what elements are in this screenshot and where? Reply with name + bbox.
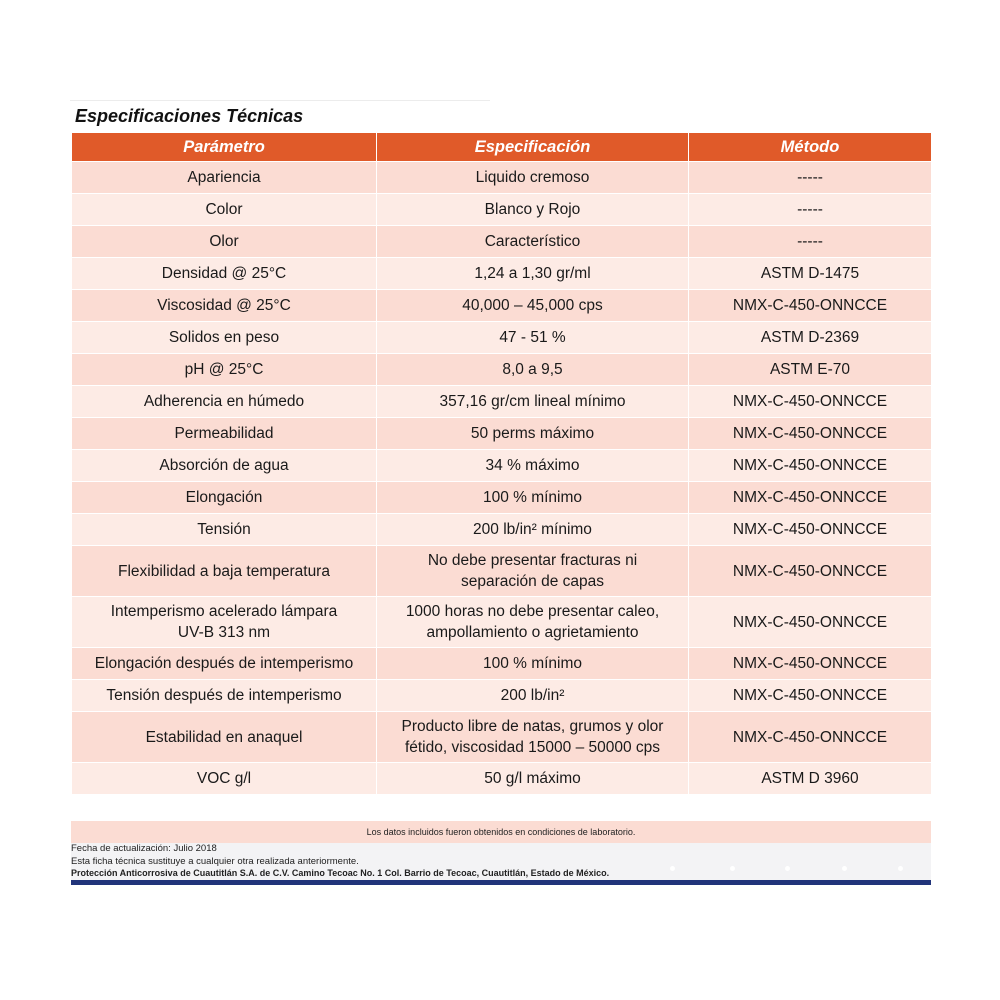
header-metodo: Método — [689, 133, 932, 162]
spec-cell: 200 lb/in² mínimo — [377, 514, 689, 546]
spec-cell: 47 - 51 % — [377, 322, 689, 354]
method-cell: NMX-C-450-ONNCCE — [689, 680, 932, 712]
table-row — [72, 763, 932, 795]
param-cell: Estabilidad en anaquel — [72, 712, 377, 763]
method-cell: ----- — [689, 194, 932, 226]
header-parametro: Parámetro — [72, 133, 377, 162]
footer-replaces: Esta ficha técnica sustituye a cualquier otra realizada anteriormente. — [71, 856, 359, 867]
param-cell: Intemperismo acelerado lámpara UV-B 313 nm — [72, 597, 377, 648]
footer-bar — [71, 880, 931, 885]
method-cell: ----- — [689, 226, 932, 258]
method-cell: NMX-C-450-ONNCCE — [689, 418, 932, 450]
param-cell: Apariencia — [72, 162, 377, 194]
method-cell: NMX-C-450-ONNCCE — [689, 290, 932, 322]
page-title: Especificaciones Técnicas — [75, 106, 304, 126]
param-cell: VOC g/l — [72, 763, 377, 795]
spec-cell: 8,0 a 9,5 — [377, 354, 689, 386]
param-cell: Densidad @ 25°C — [72, 258, 377, 290]
table-row — [72, 597, 932, 648]
spec-cell: Blanco y Rojo — [377, 194, 689, 226]
footer-dot — [670, 866, 675, 871]
param-cell: Color — [72, 194, 377, 226]
table-row — [72, 418, 932, 450]
method-cell: NMX-C-450-ONNCCE — [689, 597, 932, 648]
method-cell: NMX-C-450-ONNCCE — [689, 450, 932, 482]
method-cell: NMX-C-450-ONNCCE — [689, 514, 932, 546]
method-cell: NMX-C-450-ONNCCE — [689, 546, 932, 597]
lab-note: Los datos incluidos fueron obtenidos en condiciones de laboratorio. — [71, 821, 931, 843]
param-cell: Adherencia en húmedo — [72, 386, 377, 418]
table-row — [72, 226, 932, 258]
footer-dot — [785, 866, 790, 871]
param-cell: Flexibilidad a baja temperatura — [72, 546, 377, 597]
spec-cell: 100 % mínimo — [377, 482, 689, 514]
table-body — [72, 162, 932, 795]
spec-cell: No debe presentar fracturas ni separación de capas — [377, 546, 689, 597]
table-row — [72, 194, 932, 226]
method-cell: NMX-C-450-ONNCCE — [689, 482, 932, 514]
method-cell: ----- — [689, 162, 932, 194]
spec-cell: Característico — [377, 226, 689, 258]
table-row — [72, 386, 932, 418]
param-cell: pH @ 25°C — [72, 354, 377, 386]
table-row — [72, 712, 932, 763]
spec-cell: 1000 horas no debe presentar caleo, ampollamiento o agrietamiento — [377, 597, 689, 648]
table-header-row — [72, 133, 932, 162]
spec-cell: 34 % máximo — [377, 450, 689, 482]
footer-dot — [898, 866, 903, 871]
spec-cell: 50 perms máximo — [377, 418, 689, 450]
method-cell: NMX-C-450-ONNCCE — [689, 648, 932, 680]
spec-cell: 357,16 gr/cm lineal mínimo — [377, 386, 689, 418]
table-row — [72, 680, 932, 712]
spec-table — [71, 132, 932, 795]
param-cell: Olor — [72, 226, 377, 258]
table-row — [72, 322, 932, 354]
table-row — [72, 546, 932, 597]
spec-cell: 50 g/l máximo — [377, 763, 689, 795]
method-cell: ASTM D-1475 — [689, 258, 932, 290]
method-cell: ASTM D 3960 — [689, 763, 932, 795]
spec-cell: Liquido cremoso — [377, 162, 689, 194]
footer-dot — [842, 866, 847, 871]
table-row — [72, 482, 932, 514]
top-divider — [70, 100, 490, 101]
table-row — [72, 258, 932, 290]
spec-cell: 200 lb/in² — [377, 680, 689, 712]
header-especificacion: Especificación — [377, 133, 689, 162]
method-cell: ASTM D-2369 — [689, 322, 932, 354]
table-row — [72, 514, 932, 546]
method-cell: NMX-C-450-ONNCCE — [689, 712, 932, 763]
spec-cell: 1,24 a 1,30 gr/ml — [377, 258, 689, 290]
table-row — [72, 290, 932, 322]
table-row — [72, 162, 932, 194]
param-cell: Viscosidad @ 25°C — [72, 290, 377, 322]
spec-cell: 40,000 – 45,000 cps — [377, 290, 689, 322]
footer-updated: Fecha de actualización: Julio 2018 — [71, 843, 217, 854]
param-cell: Tensión — [72, 514, 377, 546]
spec-cell: Producto libre de natas, grumos y olor fétido, viscosidad 15000 – 50000 cps — [377, 712, 689, 763]
param-cell: Permeabilidad — [72, 418, 377, 450]
param-cell: Solidos en peso — [72, 322, 377, 354]
footer-company: Protección Anticorrosiva de Cuautitlán S.A. de C.V. Camino Tecoac No. 1 Col. Barrio de Tecoac, Cuautitlán, Estado de México. — [71, 868, 610, 878]
param-cell: Elongación después de intemperismo — [72, 648, 377, 680]
method-cell: NMX-C-450-ONNCCE — [689, 386, 932, 418]
spec-cell: 100 % mínimo — [377, 648, 689, 680]
table-row — [72, 450, 932, 482]
param-cell: Absorción de agua — [72, 450, 377, 482]
param-cell: Tensión después de intemperismo — [72, 680, 377, 712]
method-cell: ASTM E-70 — [689, 354, 932, 386]
param-cell: Elongación — [72, 482, 377, 514]
table-row — [72, 354, 932, 386]
table-row — [72, 648, 932, 680]
footer-dot — [730, 866, 735, 871]
